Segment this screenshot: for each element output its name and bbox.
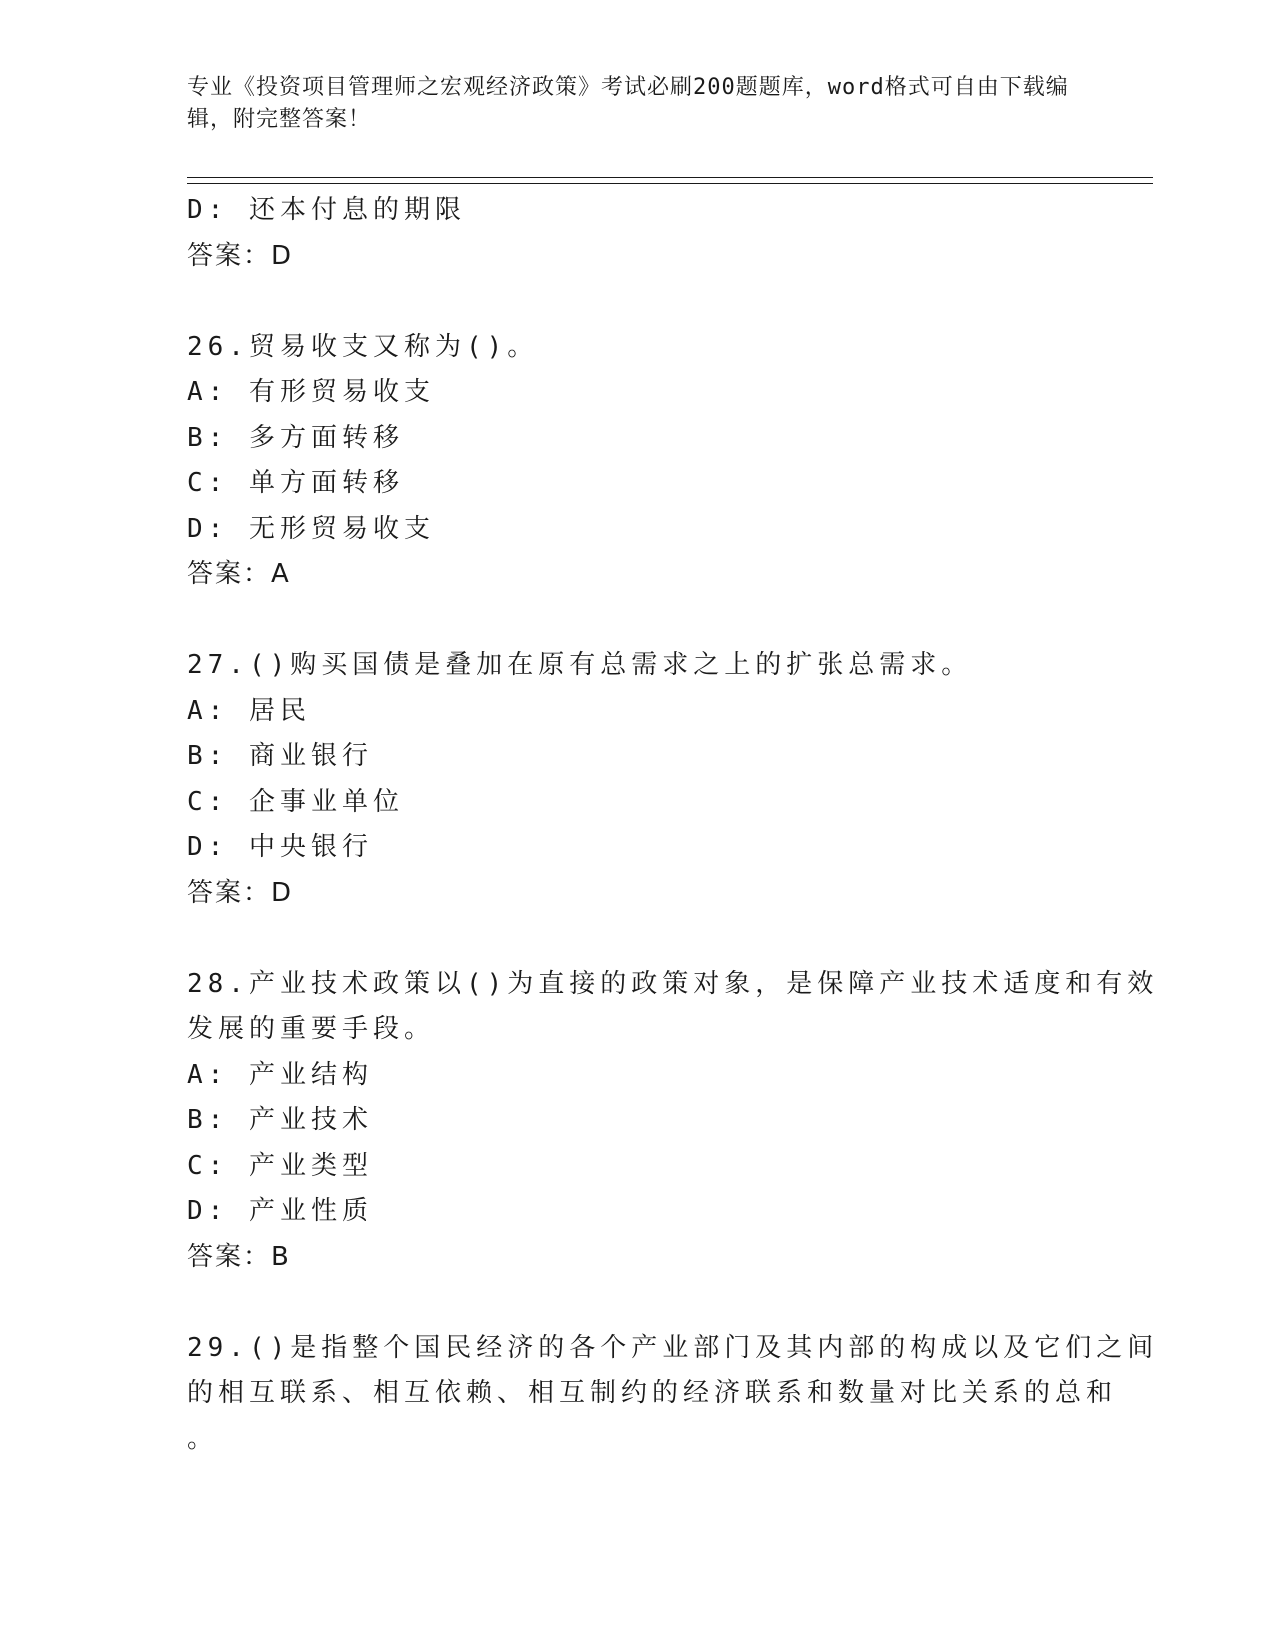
option-b: B: 多方面转移 — [187, 422, 404, 453]
spacer — [187, 1280, 1087, 1326]
document-header: 专业《投资项目管理师之宏观经济政策》考试必刷200题题库，word格式可自由下载编辑，附完整答案！ — [187, 75, 1069, 132]
question-28 — [187, 962, 1159, 1281]
answer: 答案：D — [187, 240, 294, 271]
option-a: A: 产业结构 — [187, 1059, 373, 1090]
question-stem-line-1: 28.产业技术政策以()为直接的政策对象，是保障产业技术适度和有效 — [187, 968, 1159, 999]
spacer — [187, 598, 1087, 644]
answer: 答案：A — [187, 559, 291, 589]
question-stem-line-1: 29.()是指整个国民经济的各个产业部门及其内部的构成以及它们之间 — [187, 1332, 1159, 1363]
answer: 答案：B — [187, 1241, 291, 1272]
question-29 — [187, 1326, 1159, 1463]
option-b: B: 产业技术 — [187, 1105, 373, 1135]
option-c: C: 单方面转移 — [187, 468, 404, 498]
option-a: A: 居民 — [187, 695, 311, 726]
option-a: A: 有形贸易收支 — [187, 377, 435, 407]
spacer — [187, 279, 1087, 325]
spacer — [187, 916, 1087, 962]
question-list — [187, 188, 1159, 1462]
option-c: C: 产业类型 — [187, 1150, 373, 1181]
option-d: D: 中央银行 — [187, 832, 373, 862]
option-c: C: 企事业单位 — [187, 786, 404, 817]
question-stem: 27.()购买国债是叠加在原有总需求之上的扩张总需求。 — [187, 650, 973, 680]
question-25-tail — [187, 188, 1087, 279]
question-27 — [187, 643, 1087, 916]
option-b: B: 商业银行 — [187, 741, 373, 771]
option-d: D: 产业性质 — [187, 1196, 373, 1226]
header-rule-bottom — [187, 183, 1153, 184]
header-rule-top — [187, 177, 1153, 178]
question-stem: 26.贸易收支又称为()。 — [187, 331, 539, 362]
question-stem-line-2: 的相互联系、相互依赖、相互制约的经济联系和数量对比关系的总和 — [187, 1378, 1118, 1408]
option-d: D: 无形贸易收支 — [187, 513, 435, 544]
option-d: D: 还本付息的期限 — [187, 195, 466, 225]
question-stem-line-3: 。 — [187, 1423, 219, 1454]
question-26 — [187, 325, 1087, 598]
answer: 答案：D — [187, 877, 294, 908]
question-stem-line-2: 发展的重要手段。 — [187, 1014, 436, 1044]
